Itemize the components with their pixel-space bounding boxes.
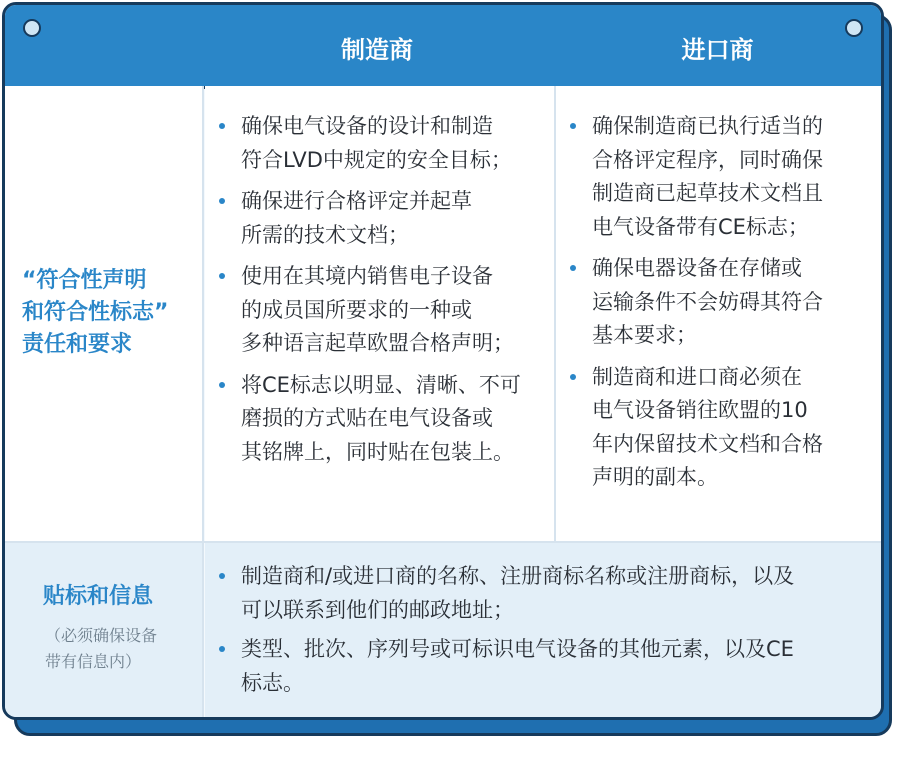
list-item: 制造商和进口商必须在 电气设备销往欧盟的10 年内保留技术文档和合格 声明的副本。 bbox=[570, 361, 876, 495]
column-divider bbox=[554, 86, 556, 541]
labeling-list bbox=[219, 560, 875, 700]
list-item: 确保制造商已执行适当的 合格评定程序，同时确保 制造商已起草技术文档且 电气设备带有CE标志； bbox=[570, 110, 876, 244]
row-label-line: 和符合性标志” bbox=[22, 300, 169, 325]
table-header bbox=[5, 5, 881, 89]
pin-dot-icon bbox=[23, 19, 41, 37]
row-label-note: （必须确保设备 带有信息内） bbox=[45, 626, 158, 671]
row-label-cell bbox=[5, 86, 202, 541]
comparison-table bbox=[2, 2, 884, 720]
list-item: 确保电器设备在存储或 运输条件不会妨碍其符合 基本要求； bbox=[570, 252, 876, 353]
row-label-labeling: 贴标和信息 bbox=[43, 584, 154, 609]
column-divider bbox=[202, 86, 204, 717]
list-item: 制造商和/或进口商的名称、注册商标名称或注册商标，以及 可以联系到他们的邮政地址； bbox=[219, 560, 875, 627]
importer-cell bbox=[556, 86, 881, 541]
manufacturer-list bbox=[219, 110, 545, 469]
list-item: 将CE标志以明显、清晰、不可 磨损的方式贴在电气设备或 其铭牌上，同时贴在包装上。 bbox=[219, 369, 545, 470]
row-label-declaration bbox=[22, 265, 168, 361]
importer-list bbox=[570, 110, 876, 495]
column-header-importer: 进口商 bbox=[681, 36, 754, 64]
row-label-line: “符合性声明 bbox=[22, 268, 147, 293]
labeling-cell bbox=[205, 543, 881, 717]
list-item: 类型、批次、序列号或可标识电气设备的其他元素，以及CE 标志。 bbox=[219, 633, 875, 700]
row-divider bbox=[5, 541, 881, 543]
list-item: 使用在其境内销售电子设备 的成员国所要求的一种或 多种语言起草欧盟合格声明； bbox=[219, 260, 545, 361]
row-label-cell bbox=[5, 543, 202, 717]
manufacturer-cell bbox=[205, 86, 554, 541]
list-item: 确保进行合格评定并起草 所需的技术文档； bbox=[219, 185, 545, 252]
column-header-manufacturer: 制造商 bbox=[341, 36, 413, 64]
row-label-line: 责任和要求 bbox=[22, 332, 133, 357]
list-item: 确保电气设备的设计和制造 符合LVD中规定的安全目标； bbox=[219, 110, 545, 177]
